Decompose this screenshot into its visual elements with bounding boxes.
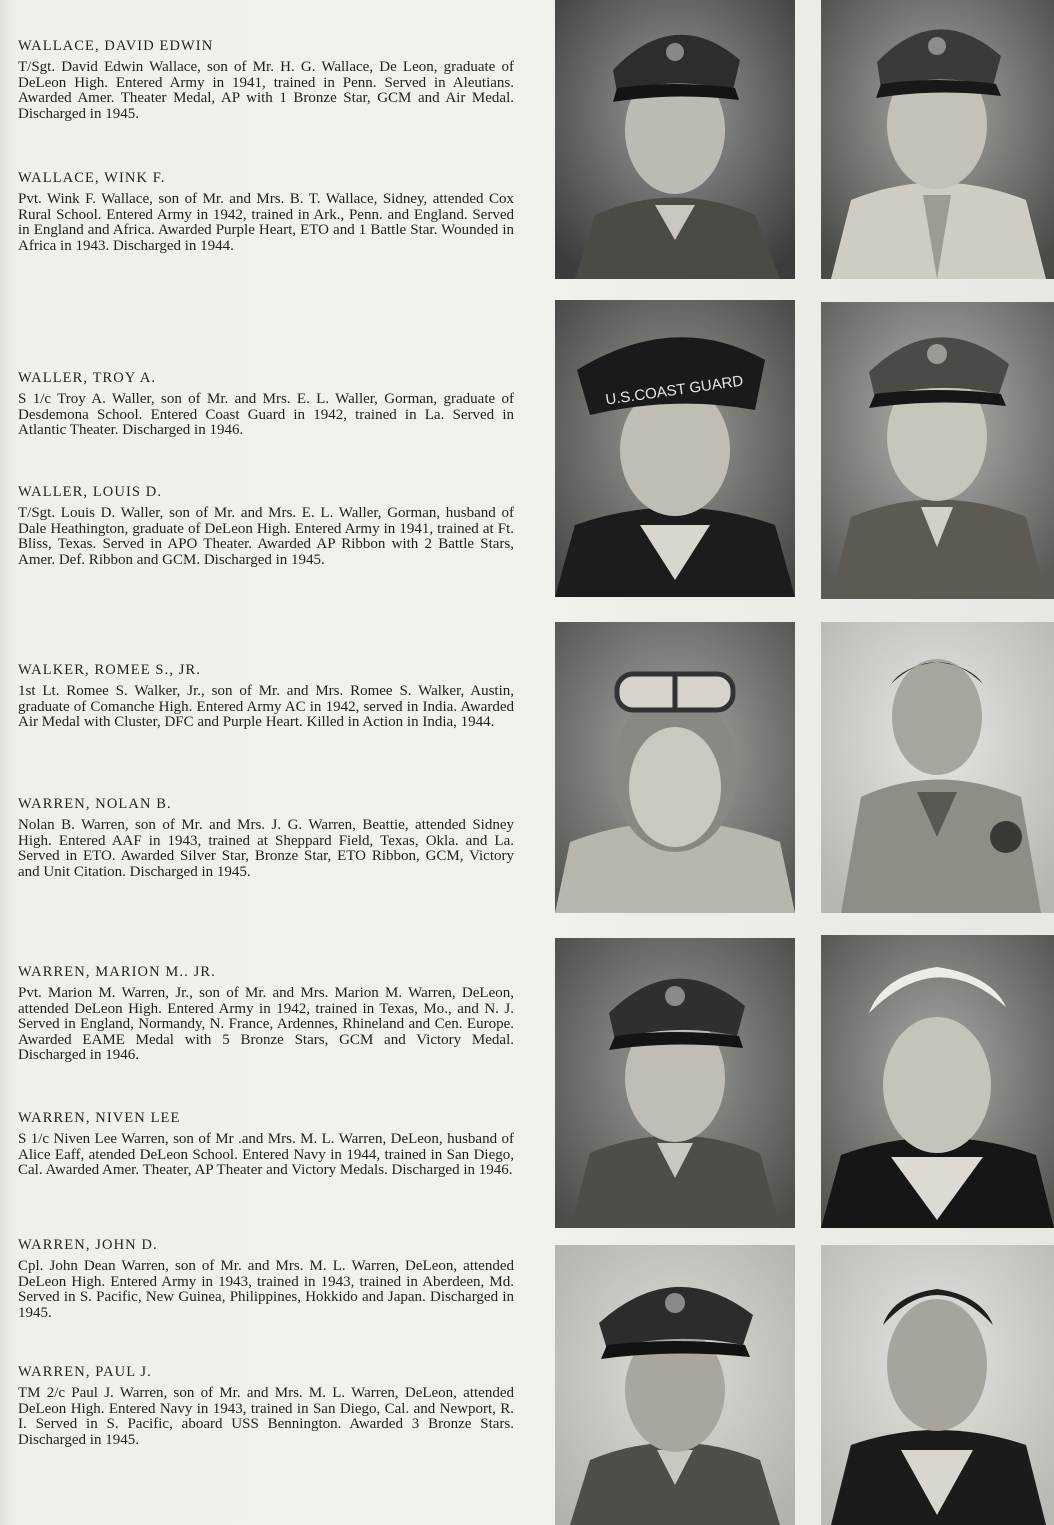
entry-text: Pvt. Wink F. Wallace, son of Mr. and Mrs. B. T. Wallace, Sidney, attended Cox Rural School. Entered Army in 1942, trained in Ark., Penn. and England. Served in England and Africa. Awarded Purple Heart, ETO and 1 Battle Star. Wounded in Africa in 1943. Discharged in 1944. bbox=[18, 191, 514, 254]
entry-name: WARREN, JOHN D. bbox=[18, 1237, 158, 1253]
portrait-photo-warren-john bbox=[555, 1245, 795, 1525]
entry-warren-marion bbox=[18, 964, 514, 1064]
portrait-photo-warren-marion bbox=[555, 938, 795, 1228]
portrait-photo-warren-nolan bbox=[821, 622, 1054, 913]
entry-text: S 1/c Troy A. Waller, son of Mr. and Mrs. E. L. Waller, Gorman, graduate of Desdemona School. Entered Coast Guard in 1942, trained in La. Served in Atlantic Theater. Discharged in 1946. bbox=[18, 391, 514, 438]
portrait-photo-warren-paul bbox=[821, 1245, 1054, 1525]
portrait-photo-waller-louis bbox=[821, 302, 1054, 599]
portrait-photo-wallace-david bbox=[555, 0, 795, 279]
entry-name: WALLER, LOUIS D. bbox=[18, 484, 163, 500]
entry-name: WARREN, PAUL J. bbox=[18, 1364, 152, 1380]
portrait-photo-wallace-wink bbox=[821, 0, 1054, 279]
cap-band-text: U.S.COAST GUARD bbox=[604, 372, 745, 409]
entry-text: Cpl. John Dean Warren, son of Mr. and Mrs. M. L. Warren, DeLeon, attended DeLeon High. Entered Army in 1943, trained in 1943, trained in Aberdeen, Md. Served in S. Pacific, New Guinea, Philippines, Hokkido and Japan. Discharged in 1945. bbox=[18, 1258, 514, 1321]
entry-name: WALLACE, WINK F. bbox=[18, 170, 166, 186]
entry-name: WALKER, ROMEE S., JR. bbox=[18, 662, 202, 678]
entry-waller-troy bbox=[18, 370, 514, 439]
portrait-photo-warren-niven bbox=[821, 935, 1054, 1228]
entry-text: T/Sgt. David Edwin Wallace, son of Mr. H. G. Wallace, De Leon, graduate of DeLeon High. Entered Army in 1941, trained in Penn. Served in Aleutians. Awarded Amer. Theater Medal, AP with 1 Bronze Star, GCM and Air Medal. Discharged in 1945. bbox=[18, 59, 514, 122]
entry-walker-romee bbox=[18, 662, 514, 731]
entry-waller-louis bbox=[18, 484, 514, 568]
entry-name: WALLER, TROY A. bbox=[18, 370, 157, 386]
entry-name: WARREN, MARION M.. JR. bbox=[18, 964, 216, 980]
entry-warren-niven bbox=[18, 1110, 514, 1179]
portrait-photo-waller-troy bbox=[555, 300, 795, 597]
entry-wallace-wink bbox=[18, 170, 514, 254]
entry-warren-paul bbox=[18, 1364, 514, 1448]
entry-wallace-david bbox=[18, 38, 514, 122]
entry-text: TM 2/c Paul J. Warren, son of Mr. and Mrs. M. L. Warren, DeLeon, attended DeLeon High. Entered Navy in 1943, trained in San Diego, Cal. and Newport, R. I. Served in S. Pacific, aboard USS Bennington. Awarded 3 Bronze Stars. Discharged in 1945. bbox=[18, 1385, 514, 1448]
entry-text: 1st Lt. Romee S. Walker, Jr., son of Mr. and Mrs. Romee S. Walker, Austin, graduate of Comanche High. Entered Army AC in 1942, served in India. Awarded Air Medal with Cluster, DFC and Purple Heart. Killed in Action in India, 1944. bbox=[18, 683, 514, 730]
entry-name: WALLACE, DAVID EDWIN bbox=[18, 38, 214, 54]
entry-text: Nolan B. Warren, son of Mr. and Mrs. J. G. Warren, Beattie, attended Sidney High. Entered AAF in 1943, trained at Sheppard Field, Texas, Okla. and La. Served in ETO. Awarded Silver Star, Bronze Star, ETO Ribbon, GCM, Victory and Unit Citation. Discharged in 1945. bbox=[18, 817, 514, 880]
entry-text: Pvt. Marion M. Warren, Jr., son of Mr. and Mrs. Marion M. Warren, DeLeon, attended DeLeon High. Entered Army in 1942, trained in Texas, Mo., and N. J. Served in England, Normandy, N. France, Ardennes, Rhineland and Cen. Europe. Awarded EAME Medal with 5 Bronze Stars, GCM and Victory Medal. Discharged in 1946. bbox=[18, 985, 514, 1063]
entry-text: T/Sgt. Louis D. Waller, son of Mr. and Mrs. E. L. Waller, Gorman, husband of Dale Heathington, graduate of DeLeon High. Entered Army in 1941, trained at Ft. Bliss, Texas. Served in APO Theater. Awarded AP Ribbon with 2 Battle Stars, Amer. Def. Ribbon and GCM. Discharged in 1945. bbox=[18, 505, 514, 568]
entry-warren-john bbox=[18, 1237, 514, 1321]
entry-text: S 1/c Niven Lee Warren, son of Mr .and Mrs. M. L. Warren, DeLeon, husband of Alice Eaff, atended DeLeon School. Entered Navy in 1944, trained in San Diego, Cal. Awarded Amer. Theater, AP Theater and Victory Medals. Discharged in 1946. bbox=[18, 1131, 514, 1178]
portrait-photo-walker-romee bbox=[555, 622, 795, 913]
entry-warren-nolan bbox=[18, 796, 514, 880]
entry-name: WARREN, NOLAN B. bbox=[18, 796, 172, 812]
entry-name: WARREN, NIVEN LEE bbox=[18, 1110, 181, 1126]
